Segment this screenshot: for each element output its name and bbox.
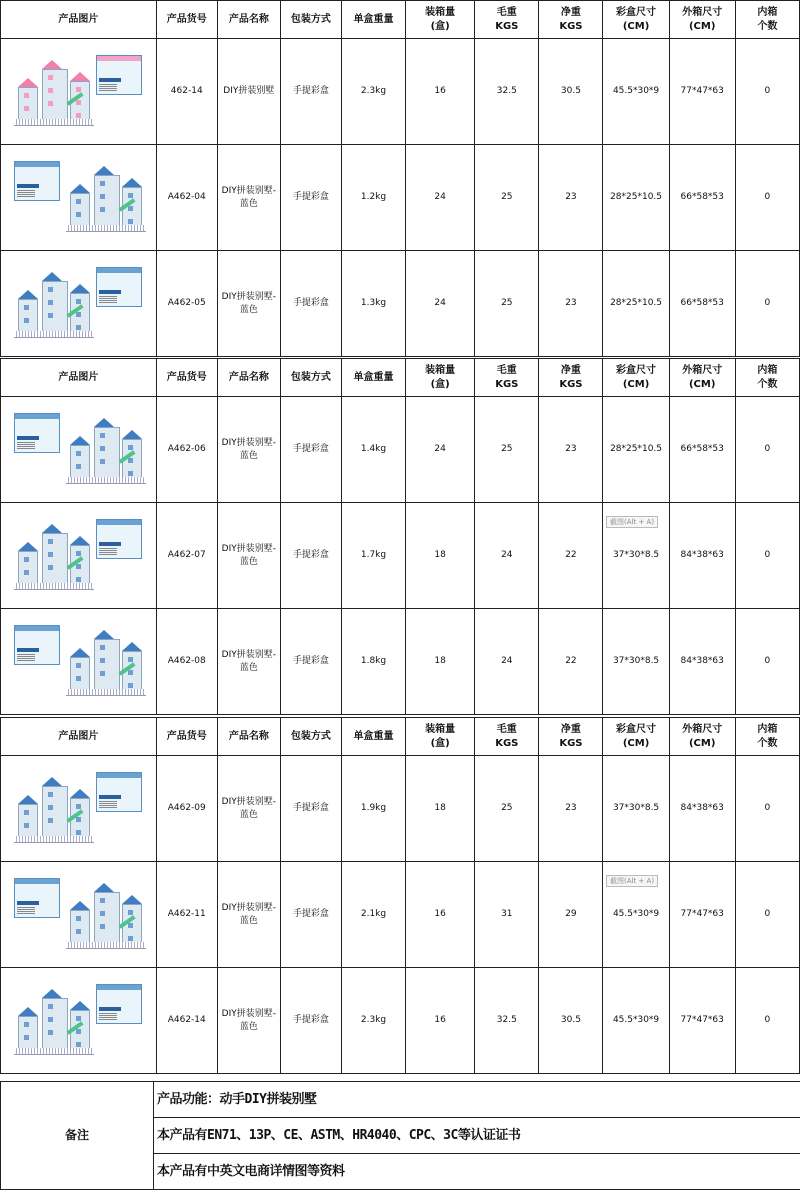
packaging-box-icon [96, 55, 142, 95]
carton-qty: 18 [406, 609, 475, 715]
product-image-cell [1, 397, 157, 503]
carton-size: 66*58*53 [669, 145, 735, 251]
inner-count: 0 [735, 39, 799, 145]
header-name: 产品名称 [217, 718, 280, 756]
note-row [1, 1082, 800, 1118]
product-image [8, 617, 148, 707]
header-weight: 单盒重量 [341, 359, 405, 397]
product-code: A462-14 [156, 968, 217, 1074]
header-inner: 内箱 个数 [735, 718, 799, 756]
header-image: 产品图片 [1, 359, 157, 397]
product-image [8, 511, 148, 601]
product-image-cell [1, 145, 157, 251]
header-inner: 内箱 个数 [735, 359, 799, 397]
packaging-box-icon [14, 878, 60, 918]
gross-weight: 25 [475, 397, 539, 503]
header-name: 产品名称 [217, 1, 280, 39]
inner-count: 0 [735, 145, 799, 251]
product-image-cell [1, 503, 157, 609]
carton-size: 66*58*53 [669, 397, 735, 503]
carton-size: 66*58*53 [669, 251, 735, 357]
product-image-cell [1, 39, 157, 145]
header-packing: 包装方式 [280, 1, 341, 39]
header-carton-size: 外箱尺寸 (CM) [669, 1, 735, 39]
net-weight: 23 [539, 756, 603, 862]
carton-qty: 16 [406, 39, 475, 145]
carton-size: 77*47*63 [669, 968, 735, 1074]
carton-size: 77*47*63 [669, 39, 735, 145]
unit-weight: 2.3kg [341, 968, 405, 1074]
unit-weight: 1.4kg [341, 397, 405, 503]
carton-size: 84*38*63 [669, 609, 735, 715]
product-image-cell [1, 862, 157, 968]
header-box-size: 彩盒尺寸 (CM) [603, 359, 669, 397]
product-code: A462-08 [156, 609, 217, 715]
carton-qty: 24 [406, 397, 475, 503]
packaging-box-icon [96, 519, 142, 559]
unit-weight: 1.7kg [341, 503, 405, 609]
note-line: 本产品有EN71、13P、CE、ASTM、HR4040、CPC、3C等认证证书 [154, 1118, 800, 1154]
header-net: 净重 KGS [539, 718, 603, 756]
net-weight: 29 [539, 862, 603, 968]
unit-weight: 1.3kg [341, 251, 405, 357]
product-name: DIY拼装别墅- 蓝色 [217, 862, 280, 968]
header-image: 产品图片 [1, 1, 157, 39]
product-name: DIY拼装别墅- 蓝色 [217, 397, 280, 503]
product-row [1, 503, 800, 609]
header-code: 产品货号 [156, 359, 217, 397]
gross-weight: 25 [475, 251, 539, 357]
product-image [8, 870, 148, 960]
notes-table [0, 1081, 800, 1190]
header-net: 净重 KGS [539, 359, 603, 397]
header-qty: 装箱量 (盒) [406, 1, 475, 39]
header-inner: 内箱 个数 [735, 1, 799, 39]
dollhouse-icon [66, 415, 146, 493]
product-code: 462-14 [156, 39, 217, 145]
box-size: 45.5*30*9 [603, 862, 669, 968]
net-weight: 23 [539, 145, 603, 251]
gross-weight: 24 [475, 503, 539, 609]
header-row [1, 1, 800, 39]
box-size: 28*25*10.5 [603, 251, 669, 357]
product-image-cell [1, 756, 157, 862]
carton-qty: 24 [406, 251, 475, 357]
box-size: 28*25*10.5 [603, 145, 669, 251]
net-weight: 22 [539, 609, 603, 715]
net-weight: 22 [539, 503, 603, 609]
box-size: 37*30*8.5 [603, 609, 669, 715]
header-code: 产品货号 [156, 718, 217, 756]
note-line: 产品功能：动手DIY拼装别墅 [154, 1082, 800, 1118]
box-size: 37*30*8.5 [603, 756, 669, 862]
header-qty: 装箱量 (盒) [406, 718, 475, 756]
carton-size: 77*47*63 [669, 862, 735, 968]
header-gross: 毛重 KGS [475, 359, 539, 397]
header-packing: 包装方式 [280, 359, 341, 397]
product-row [1, 397, 800, 503]
product-image [8, 764, 148, 854]
carton-qty: 18 [406, 756, 475, 862]
product-name: DIY拼装别墅- 蓝色 [217, 145, 280, 251]
product-row [1, 145, 800, 251]
product-code: A462-11 [156, 862, 217, 968]
header-carton-size: 外箱尺寸 (CM) [669, 359, 735, 397]
carton-qty: 18 [406, 503, 475, 609]
dollhouse-icon [14, 57, 94, 135]
net-weight: 23 [539, 251, 603, 357]
dollhouse-icon [14, 269, 94, 347]
product-image [8, 405, 148, 495]
header-box-size: 彩盒尺寸 (CM) [603, 1, 669, 39]
product-name: DIY拼装别墅- 蓝色 [217, 968, 280, 1074]
product-image-cell [1, 251, 157, 357]
inner-count: 0 [735, 251, 799, 357]
packaging: 手提彩盒 [280, 397, 341, 503]
gross-weight: 32.5 [475, 39, 539, 145]
product-image [8, 259, 148, 349]
box-size: 37*30*8.5 [603, 503, 669, 609]
product-image [8, 153, 148, 243]
product-name: DIY拼装别墅- 蓝色 [217, 609, 280, 715]
product-code: A462-04 [156, 145, 217, 251]
unit-weight: 1.8kg [341, 609, 405, 715]
spec-table [0, 717, 800, 1074]
product-row [1, 756, 800, 862]
header-weight: 单盒重量 [341, 1, 405, 39]
header-gross: 毛重 KGS [475, 1, 539, 39]
inner-count: 0 [735, 397, 799, 503]
dollhouse-icon [14, 774, 94, 852]
box-size: 28*25*10.5 [603, 397, 669, 503]
gross-weight: 32.5 [475, 968, 539, 1074]
product-name: DIY拼装别墅- 蓝色 [217, 503, 280, 609]
box-size: 45.5*30*9 [603, 39, 669, 145]
packaging-box-icon [14, 413, 60, 453]
header-image: 产品图片 [1, 718, 157, 756]
inner-count: 0 [735, 968, 799, 1074]
header-weight: 单盒重量 [341, 718, 405, 756]
packaging-box-icon [96, 267, 142, 307]
product-row [1, 968, 800, 1074]
product-name: DIY拼装别墅 [217, 39, 280, 145]
header-row [1, 359, 800, 397]
product-code: A462-07 [156, 503, 217, 609]
gross-weight: 31 [475, 862, 539, 968]
unit-weight: 2.1kg [341, 862, 405, 968]
product-code: A462-09 [156, 756, 217, 862]
packaging-box-icon [96, 772, 142, 812]
packaging: 手提彩盒 [280, 862, 341, 968]
product-image [8, 47, 148, 137]
product-row [1, 251, 800, 357]
header-carton-size: 外箱尺寸 (CM) [669, 718, 735, 756]
box-size: 45.5*30*9 [603, 968, 669, 1074]
product-image [8, 976, 148, 1066]
net-weight: 30.5 [539, 968, 603, 1074]
screenshot-tooltip: 截图(Alt + A) [606, 875, 658, 887]
carton-qty: 16 [406, 862, 475, 968]
product-name: DIY拼装别墅- 蓝色 [217, 251, 280, 357]
header-box-size: 彩盒尺寸 (CM) [603, 718, 669, 756]
packaging: 手提彩盒 [280, 756, 341, 862]
packaging: 手提彩盒 [280, 968, 341, 1074]
carton-size: 84*38*63 [669, 756, 735, 862]
product-row [1, 39, 800, 145]
screenshot-tooltip: 截图(Alt + A) [606, 516, 658, 528]
packaging: 手提彩盒 [280, 39, 341, 145]
inner-count: 0 [735, 862, 799, 968]
dollhouse-icon [66, 163, 146, 241]
packaging: 手提彩盒 [280, 145, 341, 251]
unit-weight: 1.9kg [341, 756, 405, 862]
header-net: 净重 KGS [539, 1, 603, 39]
gross-weight: 24 [475, 609, 539, 715]
header-name: 产品名称 [217, 359, 280, 397]
header-packing: 包装方式 [280, 718, 341, 756]
header-gross: 毛重 KGS [475, 718, 539, 756]
product-code: A462-06 [156, 397, 217, 503]
carton-qty: 16 [406, 968, 475, 1074]
inner-count: 0 [735, 609, 799, 715]
product-code: A462-05 [156, 251, 217, 357]
product-image-cell [1, 609, 157, 715]
packaging: 手提彩盒 [280, 251, 341, 357]
inner-count: 0 [735, 756, 799, 862]
dollhouse-icon [14, 986, 94, 1064]
carton-size: 84*38*63 [669, 503, 735, 609]
carton-qty: 24 [406, 145, 475, 251]
packaging: 手提彩盒 [280, 609, 341, 715]
spec-table [0, 0, 800, 357]
packaging: 手提彩盒 [280, 503, 341, 609]
packaging-box-icon [14, 625, 60, 665]
spec-table [0, 358, 800, 715]
note-line: 本产品有中英文电商详情图等资料 [154, 1154, 800, 1190]
header-row [1, 718, 800, 756]
dollhouse-icon [66, 880, 146, 958]
notes-label: 备注 [1, 1082, 154, 1190]
unit-weight: 1.2kg [341, 145, 405, 251]
dollhouse-icon [66, 627, 146, 705]
unit-weight: 2.3kg [341, 39, 405, 145]
header-code: 产品货号 [156, 1, 217, 39]
product-name: DIY拼装别墅- 蓝色 [217, 756, 280, 862]
net-weight: 23 [539, 397, 603, 503]
packaging-box-icon [14, 161, 60, 201]
product-image-cell [1, 968, 157, 1074]
gross-weight: 25 [475, 756, 539, 862]
inner-count: 0 [735, 503, 799, 609]
net-weight: 30.5 [539, 39, 603, 145]
packaging-box-icon [96, 984, 142, 1024]
product-row [1, 609, 800, 715]
dollhouse-icon [14, 521, 94, 599]
header-qty: 装箱量 (盒) [406, 359, 475, 397]
gross-weight: 25 [475, 145, 539, 251]
product-row [1, 862, 800, 968]
